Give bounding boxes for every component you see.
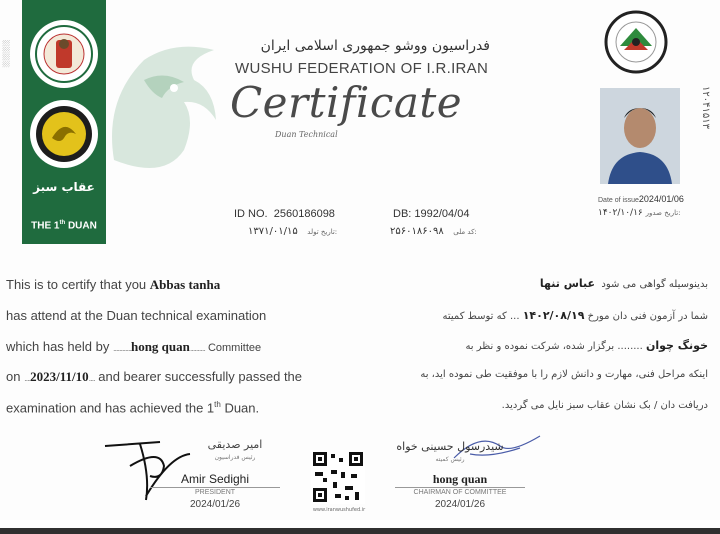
body-en-line-2: has attend at the Duan technical examination	[6, 308, 267, 323]
body-fa-line-5: دریافت دان / بک نشان عقاب سبز نایل می گردید.	[501, 400, 708, 411]
qr-url: www.iranwushufed.ir	[312, 507, 366, 513]
committee-name-fa: خونگ چوان	[645, 339, 708, 352]
exam-date-en: 2023/11/10	[30, 369, 89, 384]
exam-date-fa: ۱۴۰۲/۰۸/۱۹	[522, 309, 585, 322]
federation-name-en: WUSHU FEDERATION OF I.R.IRAN	[235, 60, 489, 77]
national-code-fa: ۲۵۶۰۱۸۶۰۹۸ کد ملی:	[390, 226, 477, 237]
president-name-fa: امیر صدیقی	[207, 438, 263, 451]
eagle-watermark-icon	[104, 40, 224, 190]
profile-photo	[600, 88, 680, 184]
body-en-line-5: examination and has achieved the 1th Duan.	[6, 400, 260, 416]
green-banner	[22, 0, 106, 244]
federation-name-fa: فدراسیون ووشو جمهوری اسلامی ایران	[260, 38, 490, 54]
recipient-name-fa: عباس تنها	[539, 277, 596, 290]
recipient-name-en: Abbas tanha	[149, 277, 221, 292]
date-of-issue-fa: ۱۴۰۲/۱۰/۱۶ تاریخ صدور:	[598, 208, 681, 218]
president-date: 2024/01/26	[189, 499, 241, 510]
body-fa-line-1: بدینوسیله گواهی می شود عباس تنها	[539, 277, 708, 290]
chairman-name-fa: شیدرسول حسینی خواه	[396, 440, 504, 453]
date-of-birth: DB: 1992/04/04	[393, 208, 470, 220]
president-role-fa: رئیس فدراسیون	[214, 454, 256, 461]
certificate-title: Certificate	[230, 78, 463, 127]
bottom-border	[0, 528, 720, 534]
id-number: ID NO. 2560186098	[234, 208, 335, 220]
chairman-name: hong quan	[432, 472, 488, 486]
certificate-subtitle: Duan Technical	[275, 130, 338, 139]
body-fa-line-3: خونگ چوان ........ برگزار شده، شرکت نموده و نظر به	[465, 339, 708, 352]
body-en-line-3: which has held by ............hong quan.......... Committee	[6, 339, 262, 354]
body-fa-line-2: شما در آزمون فنی دان مورخ ۱۴۰۲/۰۸/۱۹ ... که توسط کمیته	[442, 309, 708, 322]
serial-number: ۱۲۰۴۱۵۱۳	[700, 86, 711, 129]
chairman-role-fa: رئیس کمیته	[435, 456, 465, 463]
federation-badge-icon	[30, 20, 98, 88]
badge-name: عقاب سبز	[33, 180, 95, 194]
duan-level: THE 1th DUAN	[31, 220, 97, 232]
side-watermark-text: ░░░░░░	[2, 40, 9, 68]
body-en-line-1: This is to certify that you Abbas tanha	[6, 277, 221, 292]
federation-logo-icon	[604, 10, 668, 74]
chairman-role: CHAIRMAN OF COMMITTEE	[395, 487, 525, 496]
birth-date-fa: ۱۳۷۱/۰۱/۱۵ تاریخ تولد:	[248, 226, 338, 237]
committee-name-en: hong quan	[130, 339, 190, 354]
body-en-line-4: on ....2023/11/10.... and bearer successfully passed the	[6, 369, 303, 384]
qr-code-icon[interactable]	[311, 450, 365, 504]
president-name: Amir Sedighi	[180, 472, 250, 486]
chairman-date: 2024/01/26	[434, 499, 486, 510]
date-of-issue: Date of issue2024/01/06	[598, 194, 684, 204]
president-role: PRESIDENT	[150, 487, 280, 496]
green-eagle-badge-icon	[30, 100, 98, 168]
body-fa-line-4: اینکه مراحل فنی، مهارت و دانش لازم را با موفقیت طی نموده اید، به	[420, 369, 708, 380]
